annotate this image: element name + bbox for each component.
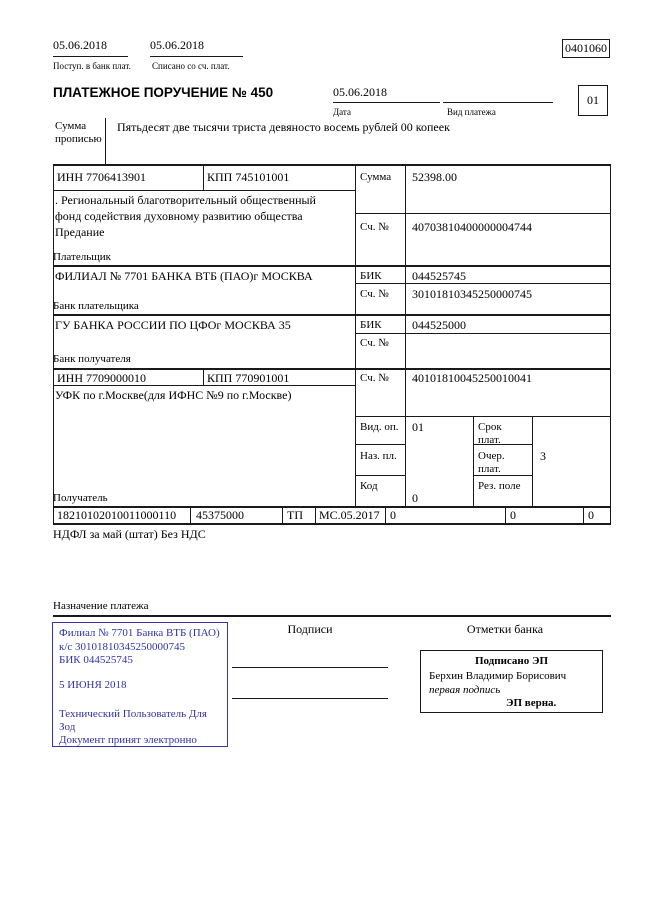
esign-valid-note: ЭП верна. [506, 697, 557, 709]
status-code-box: 01 [578, 85, 608, 116]
code-label: Код [360, 480, 378, 492]
tax-oktmo: 45375000 [196, 508, 244, 522]
table-border [53, 368, 611, 370]
purpose-text: НДФЛ за май (штат) Без НДС [53, 527, 206, 541]
stamp-accepted-note: Документ принят электронно [59, 734, 197, 746]
payee-account-label: Сч. № [360, 372, 389, 384]
payer-name-line2: фонд содействия духовному развитию общества [55, 209, 303, 223]
payer-kpp: КПП 745101001 [207, 170, 290, 184]
payment-kind-label: Вид платежа [447, 107, 496, 117]
sum-value: 52398.00 [412, 170, 457, 184]
stamp-user-line2: Зод [59, 721, 76, 733]
amount-in-words-label: Сумма прописью [55, 120, 102, 145]
table-border [355, 333, 610, 334]
tax-doc-date: 0 [510, 508, 516, 522]
table-border [355, 164, 356, 506]
debited-date-label: Списано со сч. плат. [152, 61, 230, 71]
payer-bank-section-label: Банк плательщика [53, 300, 139, 312]
date-label: Дата [333, 107, 351, 117]
divider [105, 118, 106, 164]
payee-section-label: Получатель [53, 492, 108, 504]
table-border [355, 444, 405, 445]
payer-inn: ИНН 7706413901 [57, 170, 146, 184]
table-border [190, 506, 191, 523]
debited-date: 05.06.2018 [150, 38, 204, 52]
table-border [53, 385, 355, 386]
purpose-kind-label: Наз. пл. [360, 450, 397, 462]
tax-doc-number: 0 [390, 508, 396, 522]
signatures-label: Подписи [287, 622, 333, 636]
order-label: Очер. плат. [478, 450, 505, 475]
table-border [473, 416, 474, 506]
table-border [355, 213, 610, 214]
payee-bank-name: ГУ БАНКА РОССИИ ПО ЦФОг МОСКВА 35 [55, 318, 291, 332]
payer-section-label: Плательщик [53, 251, 111, 263]
divider [53, 615, 611, 617]
table-border [203, 368, 204, 385]
divider [53, 56, 128, 57]
table-border [355, 283, 610, 284]
bank-marks-label: Отметки банка [466, 622, 544, 636]
payer-bank-account: 30101810345250000745 [412, 287, 532, 301]
payee-inn: ИНН 7709000010 [57, 371, 146, 385]
payer-bank-bik-label: БИК [360, 270, 382, 282]
document-title: ПЛАТЕЖНОЕ ПОРУЧЕНИЕ № 450 [53, 85, 274, 100]
esign-name: Берхин Владимир Борисович [429, 670, 567, 682]
amount-in-words-value: Пятьдесят две тысячи триста девяносто восемь рублей 00 копеек [117, 120, 450, 134]
signature-line [232, 698, 388, 699]
payer-name-line1: . Региональный благотворительный общественный [55, 193, 316, 207]
table-border [405, 164, 406, 506]
table-border [203, 164, 204, 190]
payee-bank-bik: 044525000 [412, 318, 466, 332]
tax-period: МС.05.2017 [319, 508, 380, 522]
payer-bank-name: ФИЛИАЛ № 7701 БАНКА ВТБ (ПАО)г МОСКВА [55, 269, 313, 283]
esign-title: Подписано ЭП [474, 655, 549, 667]
purpose-label: Назначение платежа [53, 600, 149, 612]
signature-line [232, 667, 388, 668]
table-border [53, 164, 54, 525]
table-border [53, 314, 611, 316]
table-border [315, 506, 316, 523]
stamp-corr-account: к/с 30101810345250000745 [59, 641, 186, 653]
table-border [282, 506, 283, 523]
payee-kpp: КПП 770901001 [207, 371, 290, 385]
payer-account: 40703810400000004744 [412, 220, 532, 234]
stamp-date: 5 ИЮНЯ 2018 [59, 679, 127, 691]
term-label: Срок плат. [478, 421, 502, 446]
stamp-bik: БИК 044525745 [59, 654, 133, 666]
divider [443, 102, 553, 103]
table-border [610, 164, 611, 525]
esign-signature-type: первая подпись [429, 684, 501, 696]
payee-name: УФК по г.Москве(для ИФНС №9 по г.Москве) [55, 388, 292, 402]
document-date: 05.06.2018 [333, 85, 387, 99]
order-value: 3 [540, 449, 546, 463]
table-border [53, 164, 611, 166]
reserve-label: Рез. поле [478, 480, 521, 492]
esignature-box [420, 650, 603, 713]
table-border [583, 506, 584, 523]
table-border [505, 506, 506, 523]
payee-bank-section-label: Банк получателя [53, 353, 131, 365]
tax-basis: ТП [287, 508, 303, 522]
code-value: 0 [412, 491, 418, 505]
stamp-bank-name: Филиал № 7701 Банка ВТБ (ПАО) [59, 627, 220, 639]
table-border [355, 475, 405, 476]
tax-kbk: 18210102010011000110 [57, 508, 177, 522]
table-border [532, 416, 533, 506]
table-border [355, 416, 610, 417]
sum-label: Сумма [360, 171, 392, 183]
table-border [53, 265, 611, 267]
op-kind-value: 01 [412, 420, 424, 434]
bank-stamp [52, 622, 228, 747]
table-border [53, 523, 611, 525]
stamp-user-line1: Технический Пользователь Для [59, 708, 207, 720]
op-kind-label: Вид. оп. [360, 421, 399, 433]
form-code-box: 0401060 [562, 39, 610, 58]
table-border [385, 506, 386, 523]
divider [333, 102, 440, 103]
payee-bank-account-label: Сч. № [360, 337, 389, 349]
received-date-label: Поступ. в банк плат. [53, 61, 131, 71]
payer-bank-account-label: Сч. № [360, 288, 389, 300]
payer-name-line3: Предание [55, 225, 105, 239]
payee-bank-bik-label: БИК [360, 319, 382, 331]
divider [150, 56, 243, 57]
received-date: 05.06.2018 [53, 38, 107, 52]
payer-account-label: Сч. № [360, 221, 389, 233]
payee-account: 40101810045250010041 [412, 371, 532, 385]
tax-type: 0 [588, 508, 594, 522]
table-border [53, 190, 355, 191]
payer-bank-bik: 044525745 [412, 269, 466, 283]
